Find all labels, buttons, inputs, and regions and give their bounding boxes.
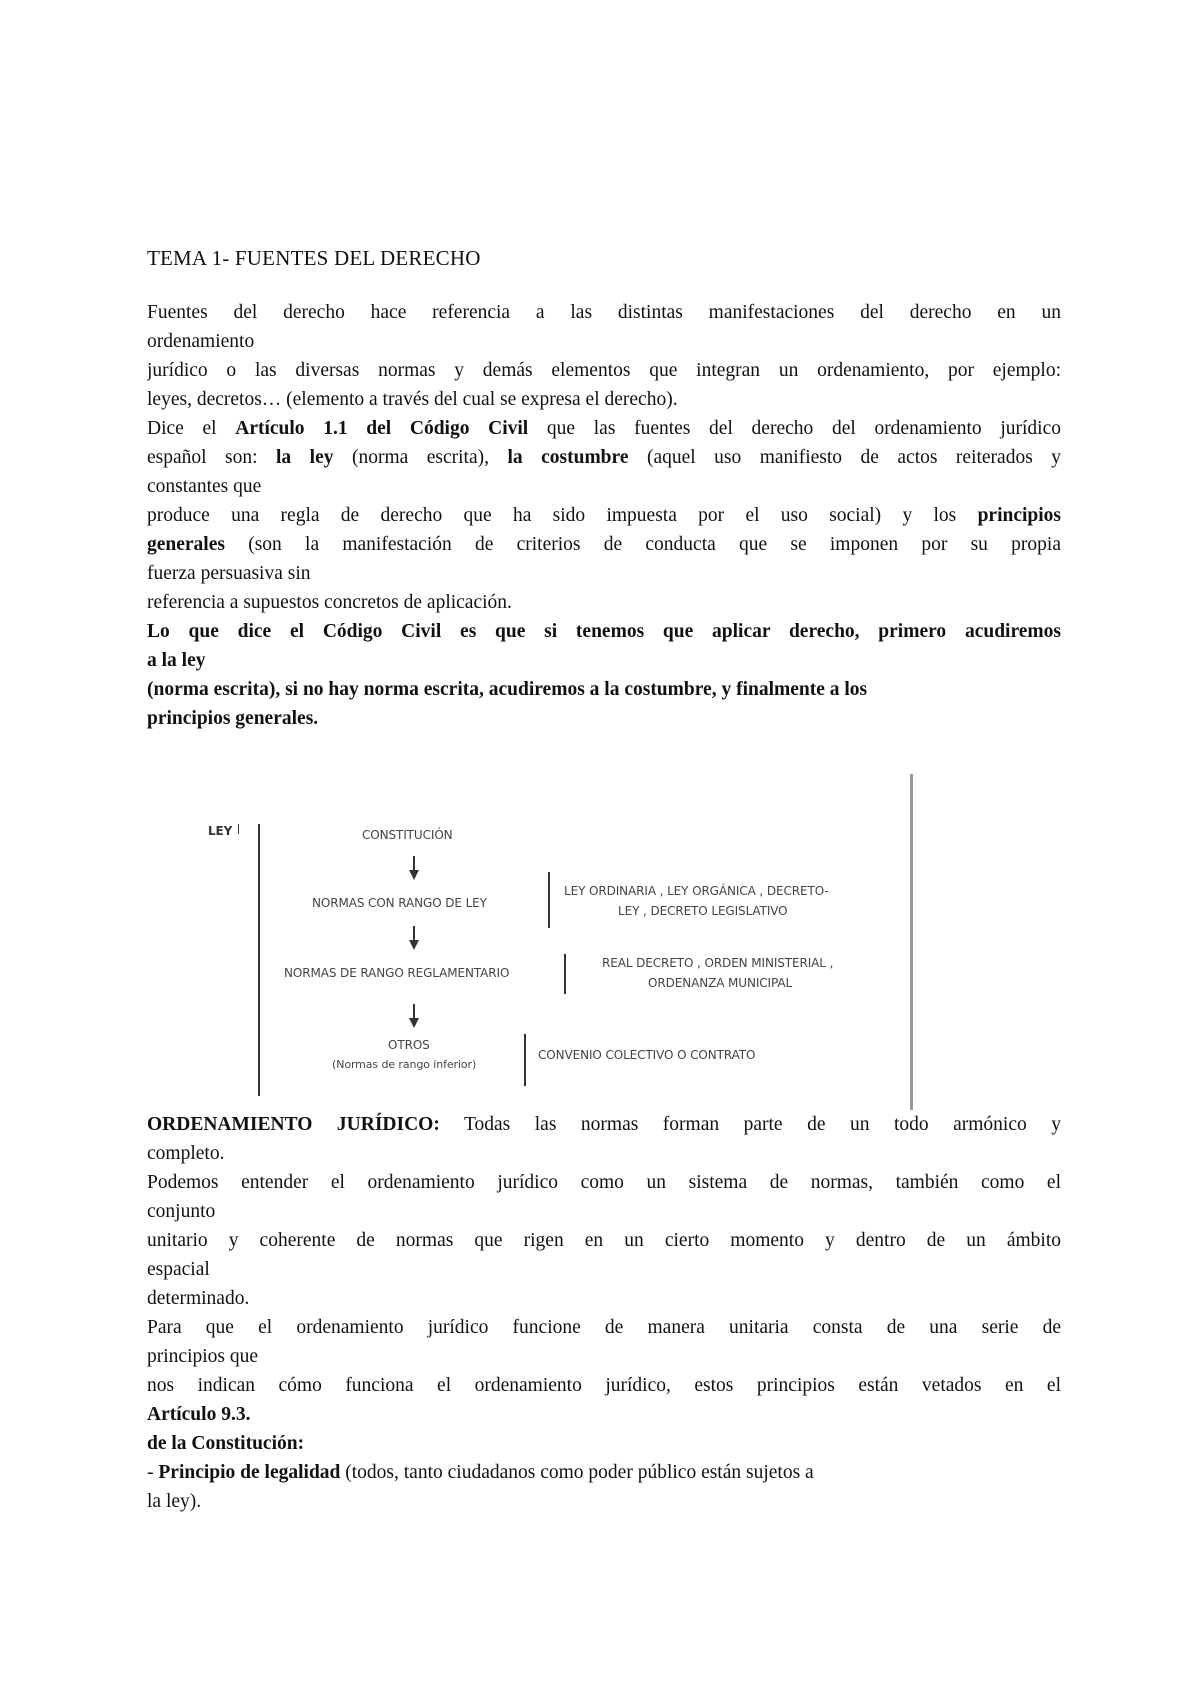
text-line [147, 385, 1061, 414]
level-rango-ley-detail-2: LEY , DECRETO LEGISLATIVO [618, 904, 788, 918]
text-run: espacial [147, 1259, 210, 1280]
text-run: Dice el [147, 418, 236, 439]
level-reglamentario-detail-1: REAL DECRETO , ORDEN MINISTERIAL , [602, 956, 834, 970]
text-line [147, 1284, 1061, 1313]
text-line [147, 443, 1061, 472]
bold-text: la costumbre [507, 447, 629, 468]
text-line [147, 559, 1061, 588]
text-run: Podemos entender el ordenamiento jurídico como un sistema de normas, también como el [147, 1172, 1061, 1193]
level-reglamentario-label: NORMAS DE RANGO REGLAMENTARIO [284, 966, 510, 980]
text-run: jurídico o las diversas normas y demás elementos que integran un ordenamiento, por ejemplo: [147, 360, 1061, 381]
text-line [147, 356, 1061, 385]
text-line [147, 1429, 1061, 1458]
text-line [147, 704, 1061, 733]
sources-hierarchy-diagram [200, 768, 920, 1098]
text-run: principios que [147, 1346, 259, 1367]
text-line [147, 675, 1061, 704]
diagram-right-border [910, 774, 913, 1110]
arrow-down-icon [407, 1004, 421, 1030]
text-line [147, 588, 1061, 617]
diagram-ley-label: LEY [208, 824, 233, 838]
level-otros-label: OTROS [388, 1038, 430, 1052]
bold-text: a la ley [147, 650, 206, 671]
text-run: conjunto [147, 1201, 216, 1222]
text-run: nos indican cómo funciona el ordenamiento jurídico, estos principios están vetados en el [147, 1375, 1061, 1396]
text-line [147, 501, 1061, 530]
text-line [147, 1139, 1061, 1168]
text-run: (norma escrita), [333, 447, 508, 468]
text-run: (son la manifestación de criterios de conducta que se imponen por su propia [224, 534, 1061, 555]
text-run: produce una regla de derecho que ha sido impuesta por el uso social) y los [147, 505, 978, 526]
bold-text: generales [147, 534, 225, 555]
text-line [147, 617, 1061, 646]
text-run: Para que el ordenamiento jurídico funcione de manera unitaria consta de una serie de [147, 1317, 1061, 1338]
text-run: (aquel uso manifiesto de actos reiterados y [628, 447, 1061, 468]
arrow-down-icon [407, 856, 421, 882]
text-line [147, 1226, 1061, 1255]
text-run: determinado. [147, 1288, 250, 1309]
text-line [147, 1400, 1061, 1429]
level-reglamentario-detail-2: ORDENANZA MUNICIPAL [648, 976, 793, 990]
text-line [147, 1168, 1061, 1197]
text-line [147, 1197, 1061, 1226]
level-reglamentario-divider [564, 954, 566, 994]
intro-paragraphs [147, 298, 1061, 733]
text-run: referencia a supuestos concretos de aplicación. [147, 592, 512, 613]
text-run: fuerza persuasiva sin [147, 563, 311, 584]
ordenamiento-paragraphs [147, 1110, 1061, 1516]
text-line [147, 1255, 1061, 1284]
text-line [147, 1342, 1061, 1371]
bold-text: Artículo 9.3. [147, 1404, 251, 1425]
text-run: completo. [147, 1143, 225, 1164]
text-line [147, 530, 1061, 559]
bold-text: la ley [276, 447, 334, 468]
text-run: (todos, tanto ciudadanos como poder público están sujetos a [340, 1462, 814, 1483]
bold-text: ORDENAMIENTO JURÍDICO: [147, 1114, 440, 1135]
bold-text: (norma escrita), si no hay norma escrita, acudiremos a la costumbre, y finalmente a los [147, 679, 868, 700]
text-line [147, 646, 1061, 675]
level-rango-ley-detail-1: LEY ORDINARIA , LEY ORGÁNICA , DECRETO- [564, 884, 829, 898]
text-run: leyes, decretos… (elemento a través del cual se expresa el derecho). [147, 389, 678, 410]
text-run: que las fuentes del derecho del ordenamiento jurídico [528, 418, 1061, 439]
text-run: ordenamiento [147, 331, 255, 352]
text-line [147, 1458, 1061, 1487]
diagram-ley-tick [238, 824, 239, 834]
text-line [147, 1313, 1061, 1342]
diagram-main-vertical-line [258, 824, 260, 1096]
text-line [147, 1371, 1061, 1400]
bold-text: principios generales. [147, 708, 319, 729]
level-otros-sublabel: (Normas de rango inferior) [332, 1058, 477, 1071]
text-run: constantes que [147, 476, 262, 497]
text-run: - [147, 1462, 159, 1483]
level-otros-detail: CONVENIO COLECTIVO O CONTRATO [538, 1048, 756, 1062]
text-line [147, 472, 1061, 501]
text-line [147, 298, 1061, 327]
text-line [147, 1487, 1061, 1516]
arrow-down-icon [407, 926, 421, 952]
level-constitucion-label: CONSTITUCIÓN [362, 828, 453, 842]
text-run: Fuentes del derecho hace referencia a las distintas manifestaciones del derecho en un [147, 302, 1061, 323]
document-title: TEMA 1- FUENTES DEL DERECHO [147, 246, 481, 270]
text-run: unitario y coherente de normas que rigen en un cierto momento y dentro de un ámbito [147, 1230, 1061, 1251]
bold-text: Principio de legalidad [158, 1462, 341, 1483]
bold-text: de la Constitución: [147, 1433, 305, 1454]
text-run: español son: [147, 447, 277, 468]
level-otros-divider [524, 1034, 526, 1086]
level-rango-ley-divider [548, 872, 550, 928]
level-rango-ley-label: NORMAS CON RANGO DE LEY [312, 896, 487, 910]
text-line [147, 327, 1061, 356]
bold-text: Artículo 1.1 del Código Civil [235, 418, 529, 439]
bold-text: principios [977, 505, 1061, 526]
text-line [147, 1110, 1061, 1139]
text-line [147, 414, 1061, 443]
text-run: Todas las normas forman parte de un todo armónico y [439, 1114, 1061, 1135]
bold-text: Lo que dice el Código Civil es que si tenemos que aplicar derecho, primero acudiremos [147, 621, 1061, 642]
text-run: la ley). [147, 1491, 202, 1512]
